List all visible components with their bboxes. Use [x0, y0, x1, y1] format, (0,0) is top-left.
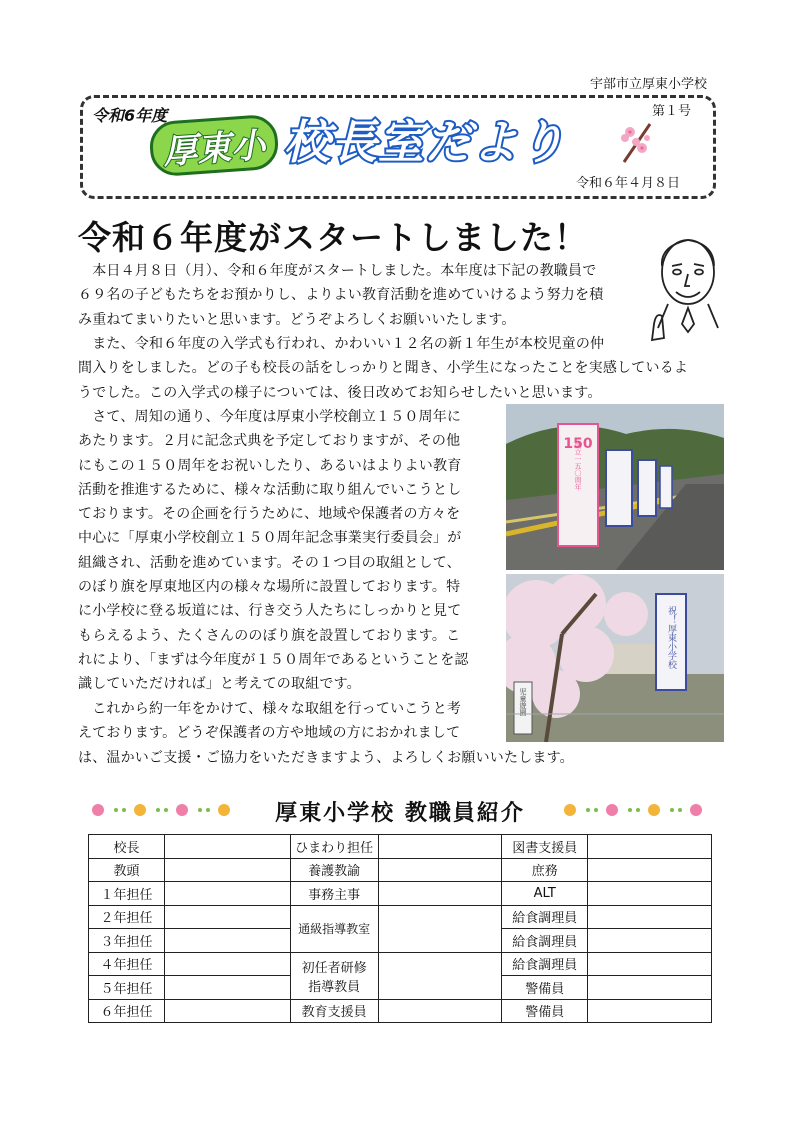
- role-cell: ６年担任: [89, 999, 165, 1023]
- role-cell: 警備員: [502, 999, 588, 1023]
- text-line: また、令和６年度の入学式も行われ、かわいい１２名の新１年生が本校児童の仲: [78, 336, 605, 352]
- role-cell: 警備員: [502, 976, 588, 1000]
- name-cell: [164, 999, 290, 1023]
- role-cell: 通級指導教室: [290, 905, 378, 952]
- name-cell: [378, 858, 502, 882]
- text-line: のぼり旗を厚東地区内の様々な場所に設置しております。特: [78, 579, 461, 596]
- role-cell: 事務主事: [290, 882, 378, 906]
- name-cell: [164, 835, 290, 859]
- role-cell: 給食調理員: [502, 952, 588, 976]
- table-row: [89, 905, 712, 929]
- role-cell: 庶務: [502, 858, 588, 882]
- name-cell: [378, 952, 502, 999]
- name-cell: [378, 835, 502, 859]
- name-cell: [588, 999, 712, 1023]
- principal-illustration: [648, 228, 726, 348]
- issue-number: 第１号: [652, 104, 692, 119]
- headline: 令和６年度がスタートしました！: [78, 218, 588, 257]
- name-cell: [588, 976, 712, 1000]
- name-cell: [164, 905, 290, 929]
- role-cell: ２年担任: [89, 905, 165, 929]
- name-cell: [588, 952, 712, 976]
- text-line: これから約一年をかけて、様々な取組を行っていこうと考: [78, 701, 462, 717]
- role-line: 初任者研修: [301, 960, 367, 976]
- name-cell: [164, 976, 290, 1000]
- name-cell: [378, 882, 502, 906]
- photo-cherry-blossom: [506, 574, 724, 742]
- text-line: えております。どうぞ保護者の方や地域の方におかれまして: [78, 725, 461, 742]
- text-line: さて、周知の通り、今年度は厚東小学校創立１５０周年に: [78, 409, 462, 425]
- name-cell: [164, 858, 290, 882]
- text-line: うでした。この入学式の様子については、後日改めてお知らせしたいと思います。: [78, 384, 602, 401]
- text-line: にもこの１５０周年をお祝いしたり、あるいはよりよい教育: [78, 457, 462, 474]
- role-cell: 養護教諭: [290, 858, 378, 882]
- sign-text: 児童遊園: [519, 688, 527, 716]
- role-cell: 教頭: [89, 858, 165, 882]
- name-cell: [378, 905, 502, 952]
- text-line: れにより、「まずは今年度が１５０周年であるということを認: [78, 651, 469, 668]
- text-line: に小学校に登る坂道には、行き交う人たちにしっかりと見て: [78, 603, 462, 620]
- role-line: 指導教員: [308, 979, 361, 995]
- text-line: 本日４月８日（月）、令和６年度がスタートしました。本年度は下記の教職員で: [78, 263, 597, 279]
- text-line: 活動を推進するために、様々な活動に取り組んでいこうとし: [78, 481, 462, 498]
- staff-section-title: 厚東小学校 教職員紹介: [275, 801, 525, 826]
- role-cell: 給食調理員: [502, 905, 588, 929]
- role-cell: 給食調理員: [502, 929, 588, 953]
- issue-date: 令和６年４月８日: [576, 176, 681, 191]
- role-cell: 教育支援員: [290, 999, 378, 1023]
- staff-table: [88, 834, 712, 1023]
- banner-text: 祝！厚東小学校: [666, 606, 676, 669]
- table-row: [89, 952, 712, 976]
- table-row: [89, 858, 712, 882]
- text-line: は、温かいご支援・ご協力をいただきますよう、よろしくお願いいたします。: [78, 749, 574, 766]
- role-cell: ひまわり担任: [290, 835, 378, 859]
- name-cell: [588, 858, 712, 882]
- text-line: ６９名の子どもたちをお預かりし、よりよい教育活動を進めていけるよう努力を積: [78, 287, 604, 304]
- name-cell: [164, 929, 290, 953]
- text-line: み重ねてまいりたいと思います。どうぞよろしくお願いいたします。: [78, 311, 516, 328]
- name-cell: [378, 999, 502, 1023]
- table-row: [89, 882, 712, 906]
- name-cell: [588, 929, 712, 953]
- name-cell: [588, 835, 712, 859]
- name-cell: [164, 882, 290, 906]
- text-line: もらえるよう、たくさんののぼり旗を設置しております。こ: [78, 627, 461, 644]
- text-line: ております。その企画を行うために、地域や保護者の方々を: [78, 506, 461, 523]
- name-cell: [588, 905, 712, 929]
- table-row: [89, 835, 712, 859]
- paragraph-entrance-ceremony: [78, 332, 724, 405]
- role-cell: 校長: [89, 835, 165, 859]
- school-name: 宇部市立厚東小学校: [590, 77, 708, 92]
- role-cell: ３年担任: [89, 929, 165, 953]
- name-cell: [164, 952, 290, 976]
- role-cell: [290, 952, 378, 999]
- text-line: 識していただければ」と考えての取組です。: [78, 676, 361, 693]
- banner-subtext: 創立一五〇周年: [574, 441, 582, 491]
- name-cell: [588, 882, 712, 906]
- role-cell: １年担任: [89, 882, 165, 906]
- role-cell: 図書支援員: [502, 835, 588, 859]
- sakura-icon: [616, 118, 656, 164]
- text-line: 組織され、活動を進めています。その１つ目の取組として、: [78, 554, 461, 571]
- table-row: [89, 999, 712, 1023]
- photo-banners-road: [506, 404, 724, 570]
- banner-number: 150: [563, 436, 593, 452]
- paragraph-anniversary: [78, 405, 502, 697]
- role-cell: ４年担任: [89, 952, 165, 976]
- role-cell: ALT: [502, 882, 588, 906]
- flower-decoration-icon: [562, 801, 712, 819]
- paragraph-intro: [78, 259, 644, 332]
- fiscal-year: 令和6年度: [92, 106, 168, 125]
- title-school: 厚東小: [148, 114, 280, 178]
- role-cell: ５年担任: [89, 976, 165, 1000]
- title-newsletter: 校長室だより: [284, 115, 566, 169]
- text-line: 間入りをしました。どの子も校長の話をしっかりと聞き、小学生になったことを実感しているよ: [78, 360, 689, 377]
- text-line: あたります。２月に記念式典を予定しておりますが、その他: [78, 433, 461, 450]
- text-line: 中心に「厚東小学校創立１５０周年記念事業実行委員会」が: [78, 530, 462, 547]
